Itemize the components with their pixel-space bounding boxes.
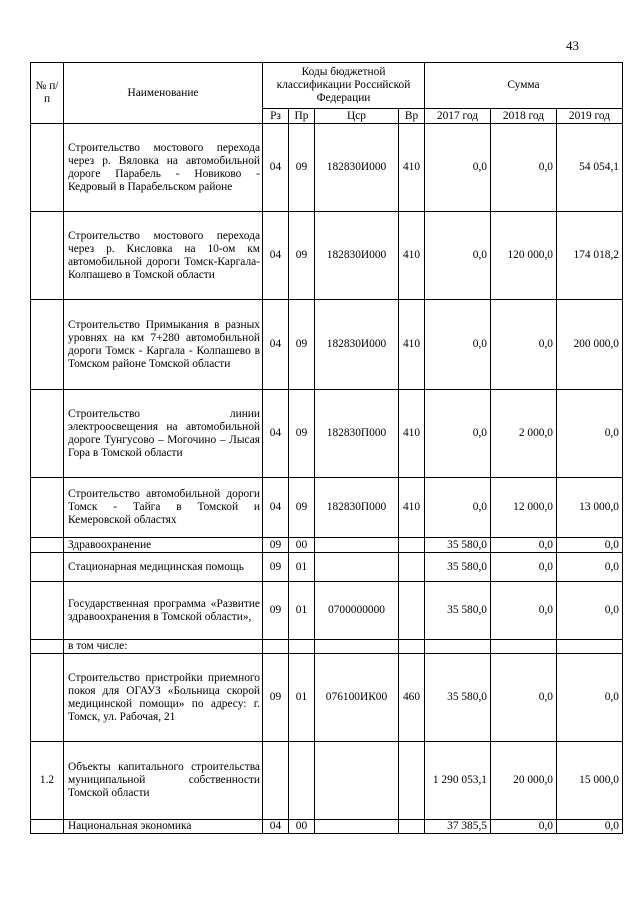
header-num: № п/п xyxy=(31,63,64,124)
cell-name: Национальная экономика xyxy=(64,820,263,834)
cell-rz xyxy=(263,640,289,654)
cell-y2017: 0,0 xyxy=(425,478,491,538)
cell-csr: 076100ИК00 xyxy=(315,654,399,742)
cell-rz: 04 xyxy=(263,300,289,390)
header-2019: 2019 год xyxy=(557,109,623,124)
cell-rz: 09 xyxy=(263,582,289,640)
cell-pr: 09 xyxy=(289,124,315,212)
cell-y2017: 35 580,0 xyxy=(425,582,491,640)
cell-y2017 xyxy=(425,640,491,654)
cell-y2017: 35 580,0 xyxy=(425,538,491,553)
cell-y2019: 15 000,0 xyxy=(557,742,623,820)
cell-y2018: 0,0 xyxy=(491,582,557,640)
table-row xyxy=(31,124,623,212)
cell-csr: 182830П000 xyxy=(315,478,399,538)
cell-rz: 04 xyxy=(263,212,289,300)
table-row xyxy=(31,582,623,640)
cell-num xyxy=(31,582,64,640)
cell-name: Здравоохранение xyxy=(64,538,263,553)
cell-num xyxy=(31,640,64,654)
cell-name: Строительство мостового перехода через р. Вяловка на автомобильной дороге Парабель - Новиково - Кедровый в Парабельском районе xyxy=(64,124,263,212)
cell-num xyxy=(31,300,64,390)
table-row xyxy=(31,820,623,834)
cell-csr xyxy=(315,538,399,553)
cell-rz: 04 xyxy=(263,124,289,212)
cell-rz: 04 xyxy=(263,820,289,834)
cell-csr: 182830П000 xyxy=(315,390,399,478)
cell-name: Объекты капитального строительства муниципальной собственности Томской области xyxy=(64,742,263,820)
cell-name: Строительство автомобильной дороги Томск - Тайга в Томской и Кемеровской областях xyxy=(64,478,263,538)
cell-rz: 09 xyxy=(263,553,289,582)
cell-vr xyxy=(399,640,425,654)
cell-csr xyxy=(315,553,399,582)
cell-pr: 00 xyxy=(289,538,315,553)
cell-y2018: 120 000,0 xyxy=(491,212,557,300)
cell-rz xyxy=(263,742,289,820)
cell-vr: 410 xyxy=(399,478,425,538)
cell-num xyxy=(31,820,64,834)
cell-y2017: 1 290 053,1 xyxy=(425,742,491,820)
cell-pr: 01 xyxy=(289,654,315,742)
cell-vr xyxy=(399,582,425,640)
cell-y2019: 13 000,0 xyxy=(557,478,623,538)
cell-csr: 0700000000 xyxy=(315,582,399,640)
cell-name: Строительство Примыкания в разных уровнях на км 7+280 автомобильной дороги Томск - Каргала - Колпашево в Томском районе Томской области xyxy=(64,300,263,390)
cell-y2019: 0,0 xyxy=(557,538,623,553)
cell-num xyxy=(31,212,64,300)
cell-pr xyxy=(289,742,315,820)
cell-pr: 09 xyxy=(289,478,315,538)
table-row xyxy=(31,553,623,582)
cell-pr xyxy=(289,640,315,654)
cell-name: Государственная программа «Развитие здравоохранения в Томской области», xyxy=(64,582,263,640)
cell-y2019: 0,0 xyxy=(557,582,623,640)
cell-rz: 09 xyxy=(263,654,289,742)
table-row xyxy=(31,742,623,820)
cell-vr: 410 xyxy=(399,212,425,300)
cell-y2019: 174 018,2 xyxy=(557,212,623,300)
cell-y2018: 20 000,0 xyxy=(491,742,557,820)
cell-y2019: 54 054,1 xyxy=(557,124,623,212)
cell-y2017: 0,0 xyxy=(425,212,491,300)
cell-num xyxy=(31,390,64,478)
cell-name: Строительство мостового перехода через р. Кисловка на 10-ом км автомобильной дороги Томск-Каргала-Колпашево в Томской области xyxy=(64,212,263,300)
cell-y2018: 12 000,0 xyxy=(491,478,557,538)
cell-y2019 xyxy=(557,640,623,654)
cell-num: 1.2 xyxy=(31,742,64,820)
table-body xyxy=(31,124,623,834)
cell-y2017: 35 580,0 xyxy=(425,553,491,582)
cell-vr xyxy=(399,742,425,820)
cell-y2018: 2 000,0 xyxy=(491,390,557,478)
cell-pr: 00 xyxy=(289,820,315,834)
header-codes: Коды бюджетной классификации Российской Федерации xyxy=(263,63,425,109)
cell-name: Строительство пристройки приемного покоя для ОГАУЗ «Больница скорой медицинской помощи» по адресу: г. Томск, ул. Рабочая, 21 xyxy=(64,654,263,742)
cell-name: Строительство линии электроосвещения на автомобильной дороге Тунгусово – Могочино – Лысая Гора в Томской области xyxy=(64,390,263,478)
cell-num xyxy=(31,538,64,553)
cell-rz: 04 xyxy=(263,390,289,478)
cell-y2017: 35 580,0 xyxy=(425,654,491,742)
cell-num xyxy=(31,553,64,582)
page-number: 43 xyxy=(566,38,579,53)
cell-y2018: 0,0 xyxy=(491,538,557,553)
cell-vr xyxy=(399,538,425,553)
cell-y2018: 0,0 xyxy=(491,820,557,834)
table-row xyxy=(31,478,623,538)
header-2018: 2018 год xyxy=(491,109,557,124)
cell-csr: 182830И000 xyxy=(315,300,399,390)
cell-y2019: 0,0 xyxy=(557,390,623,478)
cell-y2019: 200 000,0 xyxy=(557,300,623,390)
header-pr: Пр xyxy=(289,109,315,124)
cell-pr: 09 xyxy=(289,390,315,478)
cell-pr: 01 xyxy=(289,553,315,582)
cell-vr: 410 xyxy=(399,300,425,390)
cell-y2018: 0,0 xyxy=(491,654,557,742)
cell-csr xyxy=(315,640,399,654)
cell-vr: 460 xyxy=(399,654,425,742)
cell-csr xyxy=(315,742,399,820)
cell-y2017: 0,0 xyxy=(425,300,491,390)
cell-vr: 410 xyxy=(399,390,425,478)
header-rz: Рз xyxy=(263,109,289,124)
table-row xyxy=(31,300,623,390)
cell-csr: 182830И000 xyxy=(315,212,399,300)
table-row xyxy=(31,390,623,478)
table-row xyxy=(31,654,623,742)
cell-y2017: 0,0 xyxy=(425,124,491,212)
cell-vr xyxy=(399,820,425,834)
cell-y2019: 0,0 xyxy=(557,553,623,582)
cell-num xyxy=(31,124,64,212)
cell-y2018: 0,0 xyxy=(491,300,557,390)
cell-name: Стационарная медицинская помощь xyxy=(64,553,263,582)
table-row xyxy=(31,538,623,553)
budget-table xyxy=(30,62,623,834)
cell-vr xyxy=(399,553,425,582)
cell-y2019: 0,0 xyxy=(557,820,623,834)
cell-y2018: 0,0 xyxy=(491,124,557,212)
cell-pr: 09 xyxy=(289,300,315,390)
header-2017: 2017 год xyxy=(425,109,491,124)
header-sum: Сумма xyxy=(425,63,623,109)
cell-num xyxy=(31,654,64,742)
cell-csr xyxy=(315,820,399,834)
header-name: Наименование xyxy=(64,63,263,124)
table-row xyxy=(31,640,623,654)
cell-pr: 09 xyxy=(289,212,315,300)
cell-csr: 182830И000 xyxy=(315,124,399,212)
cell-rz: 04 xyxy=(263,478,289,538)
cell-y2018: 0,0 xyxy=(491,553,557,582)
header-csr: Цср xyxy=(315,109,399,124)
cell-vr: 410 xyxy=(399,124,425,212)
cell-y2019: 0,0 xyxy=(557,654,623,742)
cell-y2017: 37 385,5 xyxy=(425,820,491,834)
cell-y2018 xyxy=(491,640,557,654)
cell-y2017: 0,0 xyxy=(425,390,491,478)
cell-num xyxy=(31,478,64,538)
cell-name: в том числе: xyxy=(64,640,263,654)
header-vr: Вр xyxy=(399,109,425,124)
cell-pr: 01 xyxy=(289,582,315,640)
table-row xyxy=(31,212,623,300)
cell-rz: 09 xyxy=(263,538,289,553)
